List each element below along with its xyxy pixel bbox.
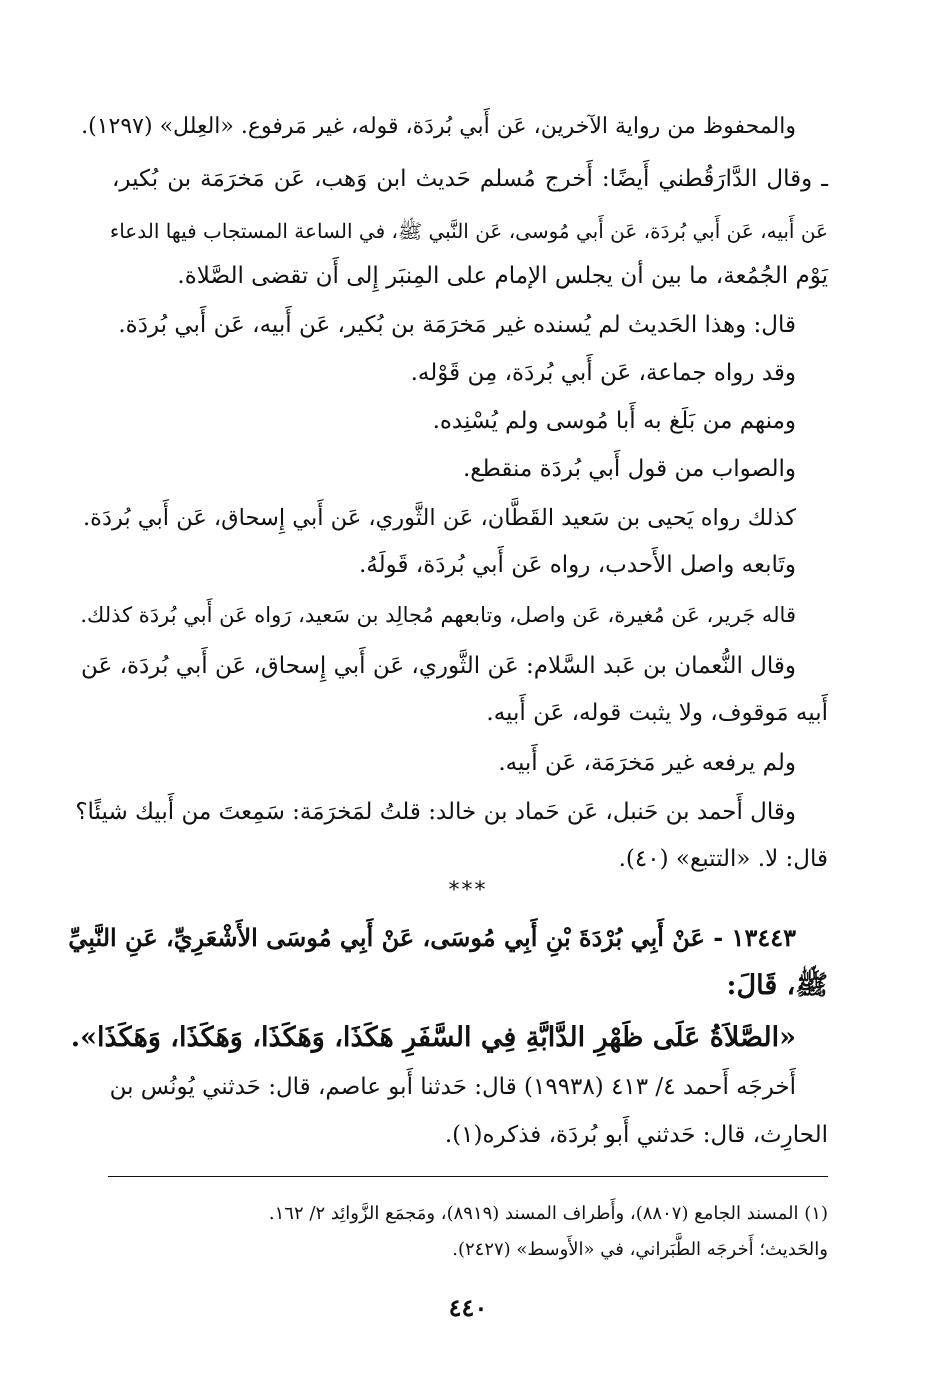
hadith-heading-cont: ﷺ، قَالَ:: [726, 970, 828, 1001]
footnote: (١) المسند الجامع (٨٨٠٧)، وأَطراف المسند (٨٩١٩)، ومَجمَع الزَّوائِد ٢/ ١٦٢.: [268, 1203, 828, 1224]
section-separator: ***: [448, 878, 488, 903]
text-line: ومنهم من بَلَغ به أَبا مُوسى ولم يُسْنِده.: [432, 408, 796, 434]
text-line: قال: لا. «التتبع» (٤٠).: [618, 846, 828, 872]
page-number: ٤٤٠: [448, 1293, 488, 1322]
text-line: قاله جَرير، عَن مُغيرة، عَن واصل، وتابعهم مُجالِد بن سَعيد، رَواه عَن أَبي بُردَة كذلك.: [80, 603, 796, 627]
text-line: والصواب من قول أَبي بُردَة منقطع.: [462, 456, 796, 482]
text-line: ولم يرفعه غير مَخرَمَة، عَن أَبيه.: [498, 750, 796, 776]
takhrij-line: الحارِث، قال: حَدثني أَبو بُردَة، فذكره(١).: [444, 1122, 828, 1148]
text-line: ـ وقال الدَّارَقُطني أَيضًا: أَخرج مُسلم حَديث ابن وَهب، عَن مَخرَمَة بن بُكير،: [112, 166, 828, 192]
hadith-heading: ١٣٤٤٣ - عَنْ أَبِي بُرْدَةَ بْنِ أَبِي مُوسَى، عَنْ أَبِي مُوسَى الأَشْعَرِيِّ، عَنِ النَّبِيِّ: [68, 923, 796, 952]
text-line: وقد رواه جماعة، عَن أَبي بُردَة، مِن قَوْله.: [410, 360, 796, 386]
hadith-text: «الصَّلاَةُ عَلَى ظَهْرِ الدَّابَّةِ فِي السَّفَرِ هَكَذَا، وَهَكَذَا، وَهَكَذَا، وَهَكَذَا».: [70, 1022, 796, 1053]
text-line: وقال النُّعمان بن عَبد السَّلام: عَن الثَّوري، عَن أَبي إِسحاق، عَن أَبي بُردَة، عَن: [81, 653, 796, 679]
text-line: قال: وهذا الحَديث لم يُسنده غير مَخرَمَة بن بُكير، عَن أَبيه، عَن أَبي بُردَة.: [118, 312, 796, 338]
text-line: وقال أَحمد بن حَنبل، عَن حَماد بن خالد: قلتُ لمَخرَمَة: سَمِعتَ من أَبيك شيئًا؟: [75, 799, 796, 825]
text-line: وتَابعه واصل الأَحدب، رواه عَن أَبي بُردَة، قَولَهُ.: [358, 552, 796, 578]
text-line: يَوْم الجُمُعة، ما بين أن يجلس الإمام على المِنبَر إِلى أَن تقضى الصَّلاة.: [177, 263, 828, 289]
takhrij-line: أَخرجَه أَحمد ٤/ ٤١٣ (١٩٩٣٨) قال: حَدثنا أَبو عاصم، قال: حَدثني يُونُس بن: [109, 1074, 796, 1100]
text-line: كذلك رواه يَحيى بن سَعيد القَطَّان، عَن الثَّوري، عَن أَبي إِسحاق، عَن أَبي بُردَة.: [83, 505, 796, 531]
text-line: والمحفوظ من رواية الآخرين، عَن أَبي بُردَة، قوله، غير مَرفوع. «العِلل» (١٢٩٧).: [81, 114, 796, 139]
text-line: عَن أَبيه، عَن أَبي بُردَة، عَن أَبي مُوسى، عَن النَّبي ﷺ، في الساعة المستجاب فيها الدعاء: [109, 219, 828, 243]
footnote: والحَديث؛ أَخرجَه الطَّبَراني، في «الأَوسط» (٢٤٢٧).: [452, 1239, 828, 1260]
text-line: أَبيه مَوقوف، ولا يثبت قوله، عَن أَبيه.: [486, 700, 828, 726]
footnote-divider: [108, 1176, 828, 1177]
